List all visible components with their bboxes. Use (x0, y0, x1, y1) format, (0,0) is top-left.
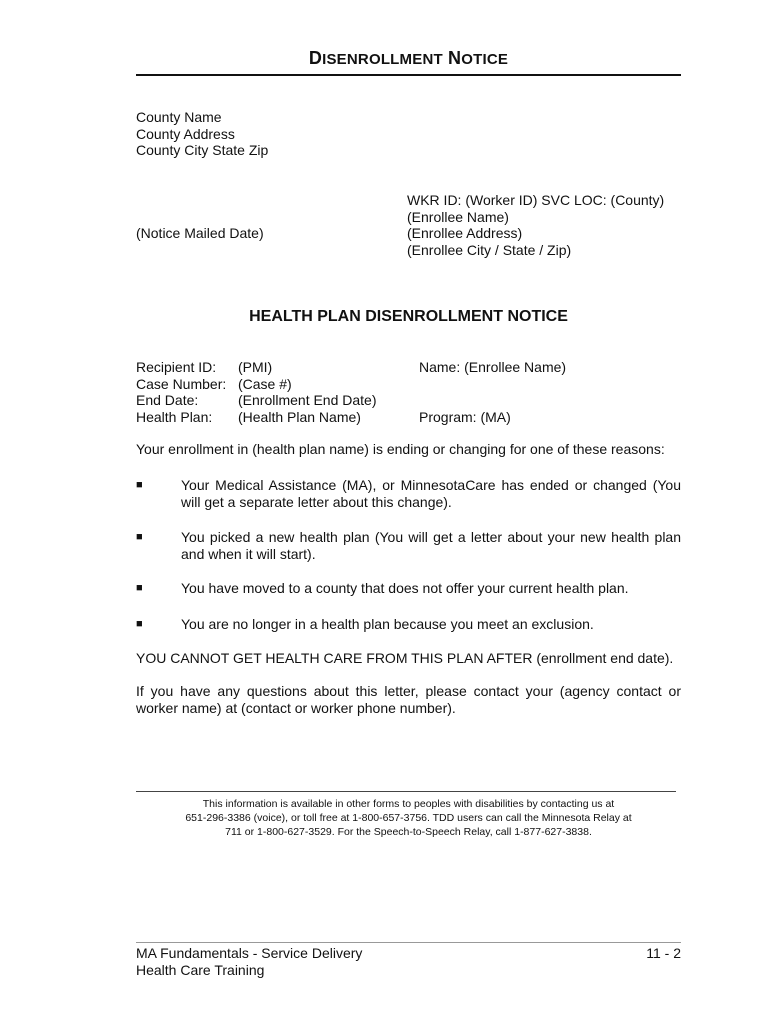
field-labels (136, 359, 226, 425)
footnote-line-3: 711 or 1-800-627-3529. For the Speech-to-Speech Relay, call 1-877-627-3838. (225, 826, 592, 838)
title-divider (136, 74, 681, 76)
enrollee-name: (Enrollee Name) (407, 208, 509, 225)
end-date-value: (Enrollment End Date) (238, 392, 377, 408)
page-footer (136, 945, 362, 979)
contact-paragraph: If you have any questions about this letter, please contact your (agency contact or worker name) at (contact or worker phone number). (136, 683, 681, 716)
health-plan-value: (Health Plan Name) (238, 408, 361, 425)
case-number-label: Case Number: (136, 375, 227, 392)
county-block (136, 109, 268, 159)
program-field: Program: (MA) (419, 409, 511, 425)
recipient-id-value: (PMI) (238, 359, 273, 375)
footer-divider (136, 942, 681, 943)
title-rest-1: ISENROLLMENT (322, 51, 443, 68)
bullet-icon: ■ (136, 582, 143, 594)
footnote-line-2: 651-296-3386 (voice), or toll free at 1-800-657-3756. TDD users can call the Minnesota Relay at (185, 812, 632, 824)
coverage-end-warning: YOU CANNOT GET HEALTH CARE FROM THIS PLAN AFTER (enrollment end date). (136, 650, 674, 666)
worker-id-line: WKR ID: (Worker ID) SVC LOC: (County) (407, 192, 665, 208)
bullet-icon: ■ (136, 531, 143, 543)
title-rest-2: OTICE (461, 51, 509, 68)
footer-program: Health Care Training (136, 962, 265, 978)
bullet-icon: ■ (136, 479, 143, 491)
page-title (136, 48, 681, 69)
accessibility-footnote (136, 797, 681, 839)
reason-item-4: You are no longer in a health plan because you meet an exclusion. (181, 616, 594, 632)
case-number-value: (Case #) (238, 375, 292, 392)
reason-item-3: You have moved to a county that does not offer your current health plan. (181, 580, 629, 596)
enrollee-name-field: Name: (Enrollee Name) (419, 359, 567, 375)
footnote-divider (136, 791, 676, 792)
enrollee-block (407, 192, 664, 258)
enrollee-city-state-zip: (Enrollee City / State / Zip) (407, 241, 572, 258)
field-values (238, 359, 377, 425)
recipient-id-label: Recipient ID: (136, 359, 217, 375)
county-city-state-zip: County City State Zip (136, 142, 269, 158)
enrollee-address: (Enrollee Address) (407, 225, 523, 241)
reason-item-1: Your Medical Assistance (MA), or MinnesotaCare has ended or changed (You will get a separate letter about this change). (181, 477, 681, 510)
title-initial-2: N (448, 48, 462, 68)
county-name: County Name (136, 109, 222, 125)
title-initial-1: D (308, 48, 323, 68)
notice-mailed-date: (Notice Mailed Date) (136, 225, 264, 241)
reason-item-2: You picked a new health plan (You will get a letter about your new health plan and when it will start). (181, 529, 681, 562)
county-address: County Address (136, 125, 235, 142)
intro-text: Your enrollment in (health plan name) is ending or changing for one of these reasons: (136, 441, 665, 457)
footer-course: MA Fundamentals - Service Delivery (136, 945, 363, 961)
end-date-label: End Date: (136, 392, 199, 408)
bullet-icon: ■ (136, 618, 143, 630)
health-plan-label: Health Plan: (136, 408, 213, 425)
page-number: 11 - 2 (646, 945, 681, 961)
section-title: HEALTH PLAN DISENROLLMENT NOTICE (249, 308, 568, 325)
footnote-line-1: This information is available in other forms to peoples with disabilities by contacting us at (202, 798, 615, 810)
